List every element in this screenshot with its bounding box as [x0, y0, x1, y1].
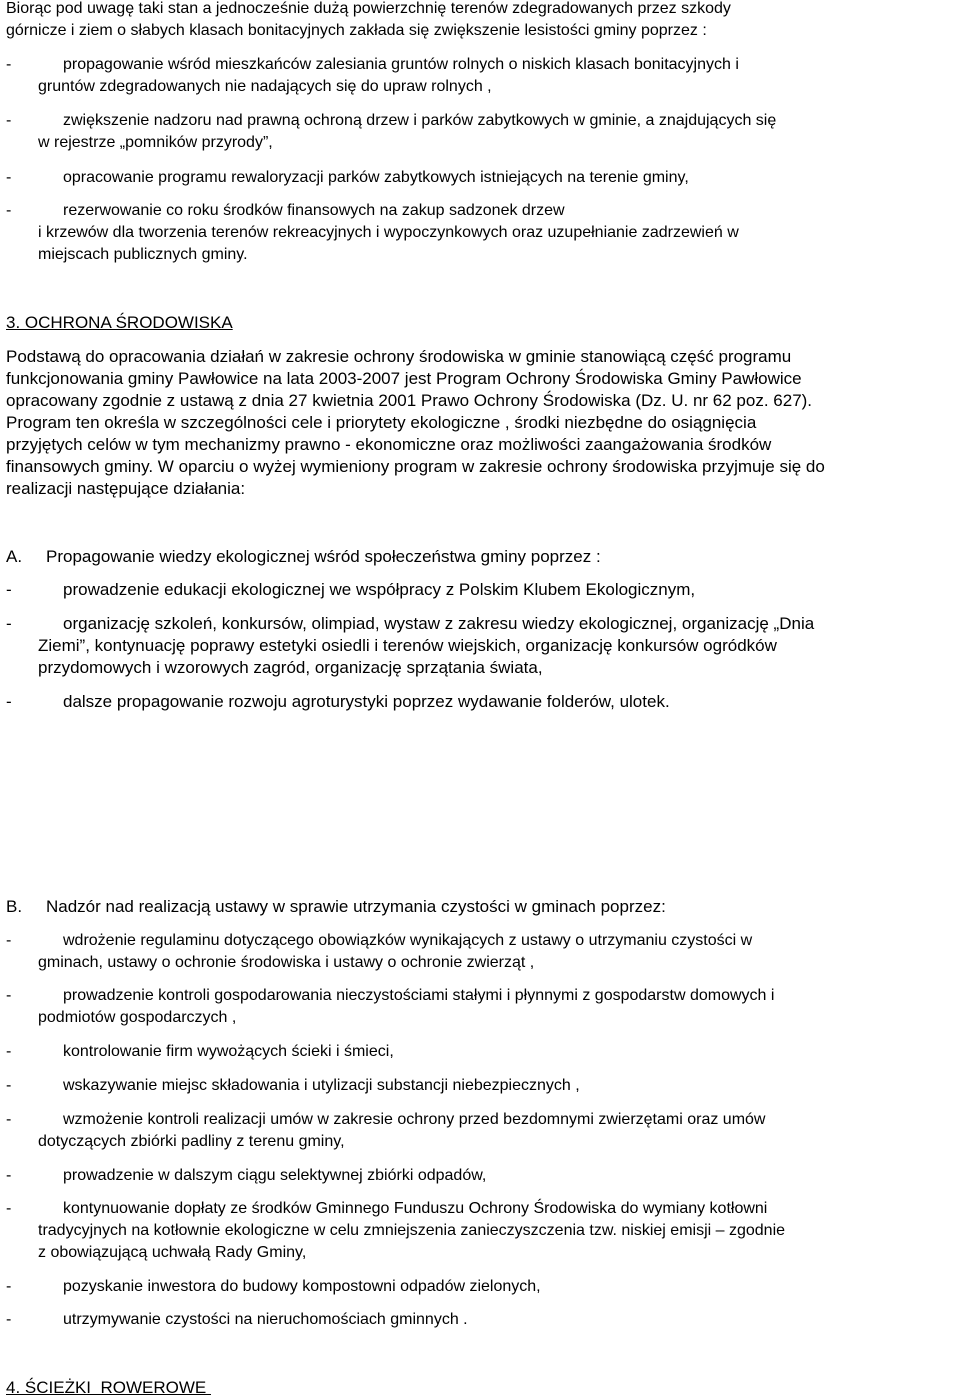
list-item-text: prowadzenie w dalszym ciągu selektywnej zbiórki odpadów,: [63, 1167, 487, 1184]
list-dash: -: [6, 1200, 12, 1217]
list-dash: -: [6, 987, 12, 1004]
paragraph-line: opracowany zgodnie z ustawą z dnia 27 kwietnia 2001 Prawo Ochrony Środowiska (Dz. U. nr 62 poz. 627).: [6, 391, 813, 410]
list-item-continuation: dotyczących zbiórki padliny z terenu gminy,: [38, 1133, 345, 1150]
section-heading: 4. ŚCIEŻKI ROWEROWE: [6, 1378, 211, 1397]
list-dash: -: [6, 169, 12, 186]
list-dash: -: [6, 1043, 12, 1060]
list-item-text: organizację szkoleń, konkursów, olimpiad, wystaw z zakresu wiedzy ekologicznej, organizację „Dnia: [63, 614, 815, 633]
section-b-item: [6, 930, 958, 974]
list-item-text: propagowanie wśród mieszkańców zalesiania gruntów rolnych o niskich klasach bonitacyjnych i: [63, 56, 739, 73]
paragraph-line: przyjętych celów w tym mechanizmy prawno - ekonomiczne oraz możliwości zaangażowania środków: [6, 435, 772, 454]
list-item-continuation: miejscach publicznych gminy.: [38, 246, 248, 263]
intro-line: górnicze i ziem o słabych klasach bonitacyjnych zakłada się zwiększenie lesistości gminy poprzez :: [6, 22, 707, 39]
section-b-item: [6, 1198, 958, 1264]
section-a-item: [6, 579, 958, 601]
section-b-title: [6, 896, 958, 918]
paragraph-line: Podstawą do opracowania działań w zakresie ochrony środowiska w gminie stanowiącą część programu: [6, 347, 792, 366]
list-dash: -: [6, 1167, 12, 1184]
list-item-text: prowadzenie kontroli gospodarowania nieczystościami stałymi i płynnymi z gospodarstw domowych i: [63, 987, 775, 1004]
section-a-title: [6, 546, 958, 568]
afforestation-list-item: [6, 110, 958, 154]
list-item-text: prowadzenie edukacji ekologicznej we współpracy z Polskim Klubem Ekologicznym,: [63, 580, 696, 599]
list-item-text: wdrożenie regulaminu dotyczącego obowiązków wynikających z ustawy o utrzymaniu czystości w: [63, 932, 753, 949]
list-dash: -: [6, 112, 12, 129]
list-dash: -: [6, 56, 12, 73]
section-title: Propagowanie wiedzy ekologicznej wśród społeczeństwa gminy poprzez :: [46, 547, 601, 566]
section-3-paragraph: [6, 346, 958, 500]
section-b-item: [6, 1109, 958, 1153]
list-item-text: kontrolowanie firm wywożących ścieki i śmieci,: [63, 1043, 394, 1060]
list-dash: -: [6, 202, 12, 219]
list-item-text: pozyskanie inwestora do budowy kompostowni odpadów zielonych,: [63, 1278, 541, 1295]
paragraph-line: finansowych gminy. W oparciu o wyżej wymieniony program w zakresie ochrony środowiska przyjmuje się do: [6, 457, 825, 476]
afforestation-list-item: [6, 200, 958, 266]
intro-paragraph: [6, 0, 958, 42]
list-item-text: zwiększenie nadzoru nad prawną ochroną drzew i parków zabytkowych w gminie, a znajdujących się: [63, 112, 777, 129]
section-b-item: [6, 1075, 958, 1097]
section-marker: B.: [6, 897, 23, 916]
list-item-text: wzmożenie kontroli realizacji umów w zakresie ochrony przed bezdomnymi zwierzętami oraz umów: [63, 1111, 766, 1128]
afforestation-list-item: [6, 167, 958, 189]
list-dash: -: [6, 692, 12, 711]
list-item-continuation: tradycyjnych na kotłownie ekologiczne w celu zmniejszenia zanieczyszczenia tzw. niskiej emisji – zgodnie: [38, 1222, 786, 1239]
section-4-heading: [6, 1377, 958, 1399]
list-item-continuation: w rejestrze „pomników przyrody”,: [38, 134, 273, 151]
list-dash: -: [6, 614, 12, 633]
list-item-continuation: Ziemi”, kontynuację poprawy estetyki osiedli i terenów wiejskich, organizację konkursów ogródków: [38, 636, 777, 655]
list-item-text: dalsze propagowanie rozwoju agroturystyki poprzez wydawanie folderów, ulotek.: [63, 692, 670, 711]
list-item-continuation: z obowiązującą uchwałą Rady Gminy,: [38, 1244, 307, 1261]
section-b-item: [6, 985, 958, 1029]
list-item-continuation: i krzewów dla tworzenia terenów rekreacyjnych i wypoczynkowych oraz uzupełnianie zadrzewień w: [38, 224, 739, 241]
intro-line: Biorąc pod uwagę taki stan a jednocześnie dużą powierzchnię terenów zdegradowanych przez szkody: [6, 0, 731, 17]
section-heading: 3. OCHRONA ŚRODOWISKA: [6, 313, 233, 332]
list-dash: -: [6, 1311, 12, 1328]
list-item-text: wskazywanie miejsc składowania i utylizacji substancji niebezpiecznych ,: [63, 1077, 580, 1094]
section-b-item: [6, 1165, 958, 1187]
list-dash: -: [6, 1111, 12, 1128]
list-dash: -: [6, 1077, 12, 1094]
section-a-item: [6, 691, 958, 713]
paragraph-line: realizacji następujące działania:: [6, 479, 246, 498]
section-b-item: [6, 1309, 958, 1331]
list-item-text: opracowanie programu rewaloryzacji parków zabytkowych istniejących na terenie gminy,: [63, 169, 689, 186]
paragraph-line: funkcjonowania gminy Pawłowice na lata 2003-2007 jest Program Ochrony Środowiska Gminy Pawłowice: [6, 369, 802, 388]
list-dash: -: [6, 580, 12, 599]
list-item-continuation: gminach, ustawy o ochronie środowiska i ustawy o ochronie zwierząt ,: [38, 954, 535, 971]
list-item-text: kontynuowanie dopłaty ze środków Gminnego Funduszu Ochrony Środowiska do wymiany kotłowni: [63, 1200, 768, 1217]
list-dash: -: [6, 932, 12, 949]
section-title: Nadzór nad realizacją ustawy w sprawie utrzymania czystości w gminach poprzez:: [46, 897, 666, 916]
section-b-item: [6, 1276, 958, 1298]
paragraph-line: Program ten określa w szczególności cele i priorytety ekologiczne , środki niezbędne do osiągnięcia: [6, 413, 757, 432]
section-a-item: [6, 613, 958, 679]
section-marker: A.: [6, 547, 23, 566]
list-item-continuation: przydomowych i wzorowych zagród, organizację sprzątania świata,: [38, 658, 543, 677]
list-item-continuation: gruntów zdegradowanych nie nadających się do upraw rolnych ,: [38, 78, 492, 95]
afforestation-list-item: [6, 54, 958, 98]
section-3-heading: [6, 312, 958, 334]
list-item-text: rezerwowanie co roku środków finansowych na zakup sadzonek drzew: [63, 202, 565, 219]
section-b-item: [6, 1041, 958, 1063]
list-item-text: utrzymywanie czystości na nieruchomościach gminnych .: [63, 1311, 468, 1328]
list-dash: -: [6, 1278, 12, 1295]
list-item-continuation: podmiotów gospodarczych ,: [38, 1009, 237, 1026]
